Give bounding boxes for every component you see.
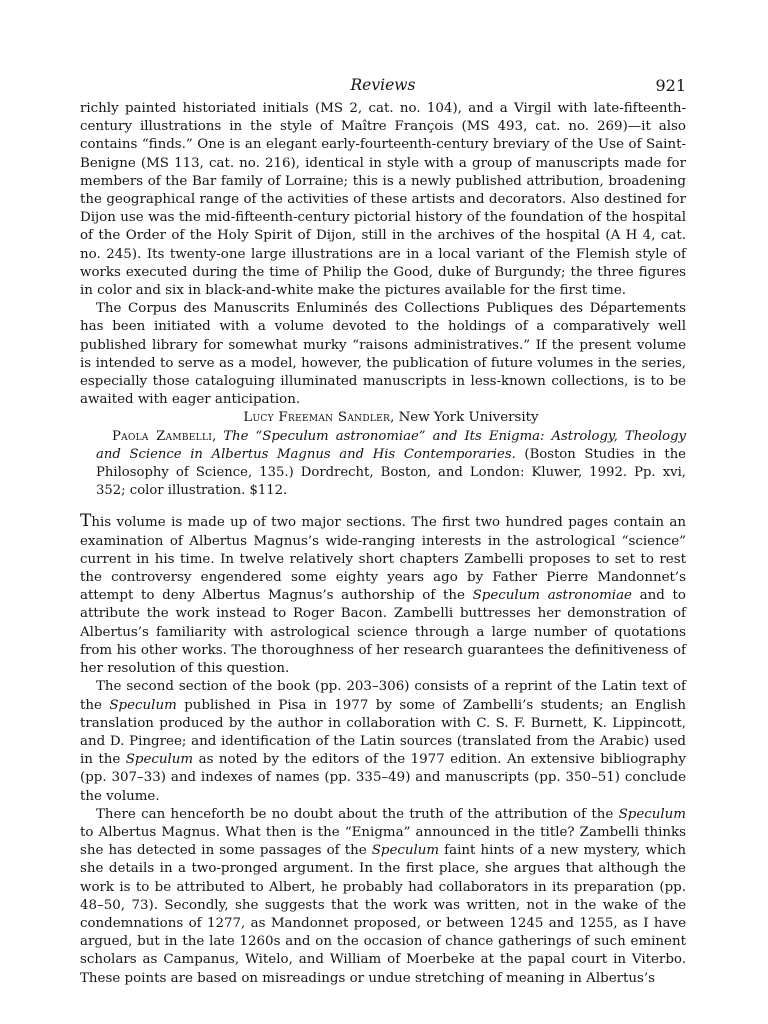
citation-title: The “Speculum astronomiae” and Its Enigma: Astrology, Theology and Science in Albertus Magnus and His Contemporaries.	[96, 428, 686, 462]
citation-details: (Boston Studies in the Philosophy of Science, 135.) Dordrecht, Boston, and London: Kluwer, 1992. Pp. xvi, 352; color illustration. $112.	[96, 446, 686, 499]
review1-paragraph-2: The Corpus des Manuscrits Enluminés des Collections Publiques des Départements has been initiated with a volume devoted to the holdings of a comparatively well published library for somewhat murky “raisons administratives.” If the present volume is intended to serve as a model, however, the publication of future volumes in the series, especially those cataloguing illuminated manuscripts in less-known collections, is to be awaited with eager anticipation.	[80, 301, 686, 408]
review2-paragraph-2: The second section of the book (pp. 203–306) consists of a reprint of the Latin text of the Speculum published in Pisa in 1977 by some of Zambelli’s students; an English translation produced by the author in collaboration with C. S. F. Burnett, K. Lippincott, and D. Pingree; and identification of the Latin sources (translated from the Arabic) used in the Speculum as noted by the editors of the 1977 edition. An extensive bibliography (pp. 307–33) and indexes of names (pp. 335–49) and manuscripts (pp. 350–51) conclude the volume.	[80, 679, 687, 804]
reviewer-affiliation: , New York University	[390, 410, 539, 426]
citation-author: Paola Zambelli	[112, 428, 213, 444]
review2-paragraph-3: There can henceforth be no doubt about the truth of the attribution of the Speculum to Albertus Magnus. What then is the “Enigma” announced in the title? Zambelli thinks she has detected in some passages of the Speculum faint hints of a new mystery, which she details in a two-pronged argument. In the first place, she argues that although the work is to be attributed to Albert, he probably had collaborators in its preparation (pp. 48–50, 73). Secondly, she suggests that the work was written, not in the wake of the condemnations of 1277, as Mandonnet proposed, or between 1245 and 1255, as I have argued, but in the late 1260s and on the occasion of chance gatherings of such eminent scholars as Campanus, Witelo, and William of Moerbeke at the papal court in Viterbo. These points are based on misreadings or undue stretching of meaning in Albertus’s	[80, 806, 686, 986]
review2-paragraph-1: This volume is made up of two major sections. The first two hundred pages contain an examination of Albertus Magnus’s wide-ranging interests in the astrological “science” current in his time. In twelve relatively short chapters Zambelli proposes to set to rest the controversy engendered some eighty years ago by Father Pierre Mandonnet’s attempt to deny Albertus Magnus’s authorship of the Speculum astronomiae and to attribute the work instead to Roger Bacon. Zambelli buttresses her demonstration of Albertus’s familiarity with astrological science through a large number of quotations from his other works. The thoroughness of her research guarantees the definitiveness of her resolution of this question.	[80, 511, 686, 677]
page-body	[80, 100, 686, 988]
initial-letter: T	[80, 511, 92, 532]
review2-citation: Paola Zambelli, The “Speculum astronomiae” and Its Enigma: Astrology, Theology and Science in Albertus Magnus and His Contemporaries. (Boston Studies in the Philosophy of Science, 135.) Dordrecht, Boston, and London: Kluwer, 1992. Pp. xvi, 352; color illustration. $112.	[96, 428, 686, 499]
running-head	[80, 76, 686, 98]
review1-paragraph-1: richly painted historiated initials (MS 2, cat. no. 104), and a Virgil with late-fifteenth-century illustrations in the style of Maître François (MS 493, cat. no. 269)—it also contains “finds.” One is an elegant early-fourteenth-century breviary of the Use of Saint-Benigne (MS 113, cat. no. 216), identical in style with a group of manuscripts made for members of the Bar family of Lorraine; this is a newly published attribution, broadening the geographical range of the activities of these artists and decorators. Also destined for Dijon use was the mid-fifteenth-century pictorial history of the foundation of the hospital of the Order of the Holy Spirit of Dijon, still in the archives of the hospital (A H 4, cat. no. 245). Its twenty-one large illustrations are in a local variant of the Flemish style of works executed during the time of Philip the Good, duke of Burgundy; the three figures in color and six in black-and-white make the pictures available for the first time.	[80, 101, 686, 299]
section-title: Reviews	[350, 76, 416, 94]
page-number: 921	[655, 76, 686, 95]
reviewer-name: Lucy Freeman Sandler	[243, 410, 391, 426]
review1-signature	[80, 409, 686, 427]
review2-body	[80, 512, 686, 987]
